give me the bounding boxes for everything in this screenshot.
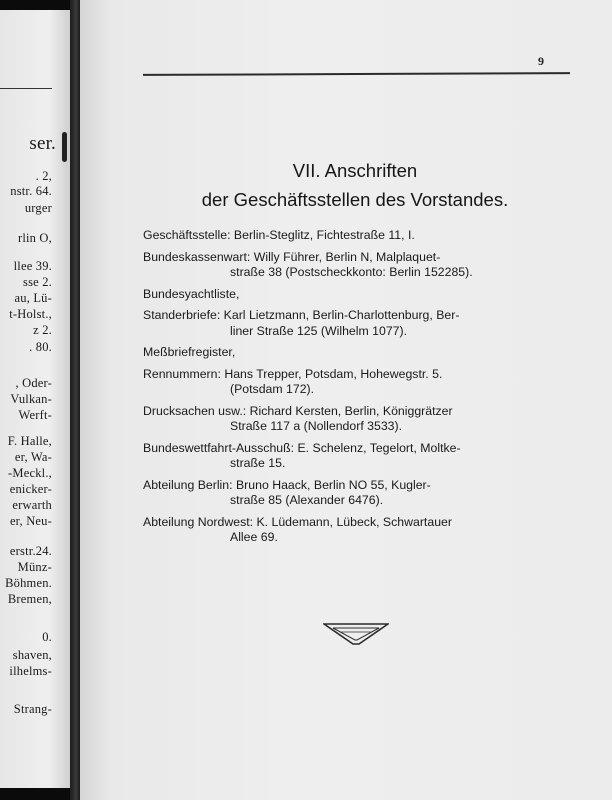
previous-page-text-fragment: t-Holst.,	[9, 307, 52, 321]
address-entry	[143, 250, 569, 281]
entry-continuation-line: straße 85 (Alexander 6476).	[230, 493, 384, 507]
previous-page-text-fragment: z 2.	[33, 323, 52, 337]
previous-page-text-fragment: , Oder-	[15, 376, 52, 390]
previous-page-text-fragment: 0.	[42, 630, 52, 644]
address-entry	[143, 404, 569, 435]
address-entry	[143, 228, 569, 244]
address-entry	[143, 287, 569, 303]
previous-page-text-fragment: au, Lü-	[14, 291, 52, 305]
entry-continuation-line: liner Straße 125 (Wilhelm 1077).	[230, 323, 408, 338]
entry-line: Bundeswettfahrt-Ausschuß: E. Schelenz, Tegelort, Moltke-	[143, 440, 461, 455]
previous-page-text-fragment: rlin O,	[17, 231, 52, 245]
previous-page-text-fragment: F. Halle,	[7, 434, 52, 448]
entry-line: Standerbriefe: Karl Lietzmann, Berlin-Charlottenburg, Ber-	[143, 308, 460, 322]
previous-page-text-fragment: er, Neu-	[9, 514, 52, 528]
section-subtitle: der Geschäftsstellen des Vorstandes.	[201, 189, 509, 210]
binding-clip	[62, 132, 67, 162]
address-entry	[143, 441, 569, 472]
entry-continuation-line: straße 15.	[230, 456, 286, 470]
previous-page-text-fragment: Münz-	[17, 560, 52, 574]
previous-page-text-fragment: erstr.24.	[9, 544, 52, 558]
previous-page-text-fragment: nstr. 64.	[10, 184, 52, 198]
previous-page-text-fragment: shaven,	[12, 648, 52, 662]
previous-page-text-fragment: llee 39.	[13, 259, 52, 273]
previous-page-text-fragment: enicker-	[9, 482, 52, 496]
previous-page-text-fragment: Vulkan-	[10, 392, 52, 406]
previous-page-text-fragment: Böhmen.	[5, 576, 52, 590]
entry-continuation-line: Straße 117 a (Nollendorf 3533).	[230, 419, 403, 433]
entry-continuation-line: straße 38 (Postscheckkonto: Berlin 152285).	[230, 265, 473, 279]
address-entry	[143, 515, 569, 546]
previous-page-text-fragment: ilhelms-	[9, 664, 52, 678]
previous-page-text-fragment: . 2,	[35, 169, 52, 183]
closing-ornament-icon	[323, 622, 389, 646]
entry-line: Meßbriefregister,	[143, 345, 236, 359]
address-entry	[143, 308, 569, 339]
previous-page-text-fragment: urger	[24, 201, 52, 215]
address-list	[143, 228, 569, 552]
previous-page-text-fragment: erwarth	[12, 498, 52, 512]
previous-page-text-fragment: . 80.	[29, 340, 52, 354]
entry-line: Geschäftsstelle: Berlin-Steglitz, Fichtestraße 11, I.	[143, 228, 415, 242]
section-title: VII. Anschriften	[292, 160, 418, 181]
address-entry	[143, 367, 569, 398]
entry-line: Abteilung Berlin: Bruno Haack, Berlin NO 55, Kugler-	[143, 477, 431, 492]
entry-line: Abteilung Nordwest: K. Lüdemann, Lübeck, Schwartauer	[143, 514, 452, 529]
entry-line: Bundeskassenwart: Willy Führer, Berlin N, Malplaquet-	[143, 249, 441, 264]
previous-page-text-fragment: Bremen,	[7, 592, 52, 606]
previous-page-text-fragment: sse 2.	[23, 275, 52, 289]
header-rule	[143, 72, 570, 75]
address-entry	[143, 478, 569, 509]
entry-line: Bundesyachtliste,	[143, 286, 240, 301]
previous-page-text-fragment: ser.	[29, 133, 56, 154]
previous-page-text-fragment: Werft-	[18, 408, 52, 422]
entry-line: Rennummern: Hans Trepper, Potsdam, Hohewegstr. 5.	[143, 366, 443, 381]
page-number: 9	[538, 54, 544, 68]
previous-page-text-fragment: er, Wa-	[14, 450, 52, 464]
previous-page-header-rule	[0, 88, 52, 89]
previous-page-text-fragment: -Meckl.,	[8, 466, 52, 480]
entry-line: Drucksachen usw.: Richard Kersten, Berlin, Königgrätzer	[143, 403, 453, 418]
entry-continuation-line: (Potsdam 172).	[230, 382, 315, 396]
book-page	[80, 0, 612, 800]
previous-page-strip	[0, 10, 70, 788]
address-entry	[143, 345, 569, 361]
previous-page-text-fragment: Strang-	[13, 702, 52, 716]
entry-continuation-line: Allee 69.	[230, 530, 278, 544]
